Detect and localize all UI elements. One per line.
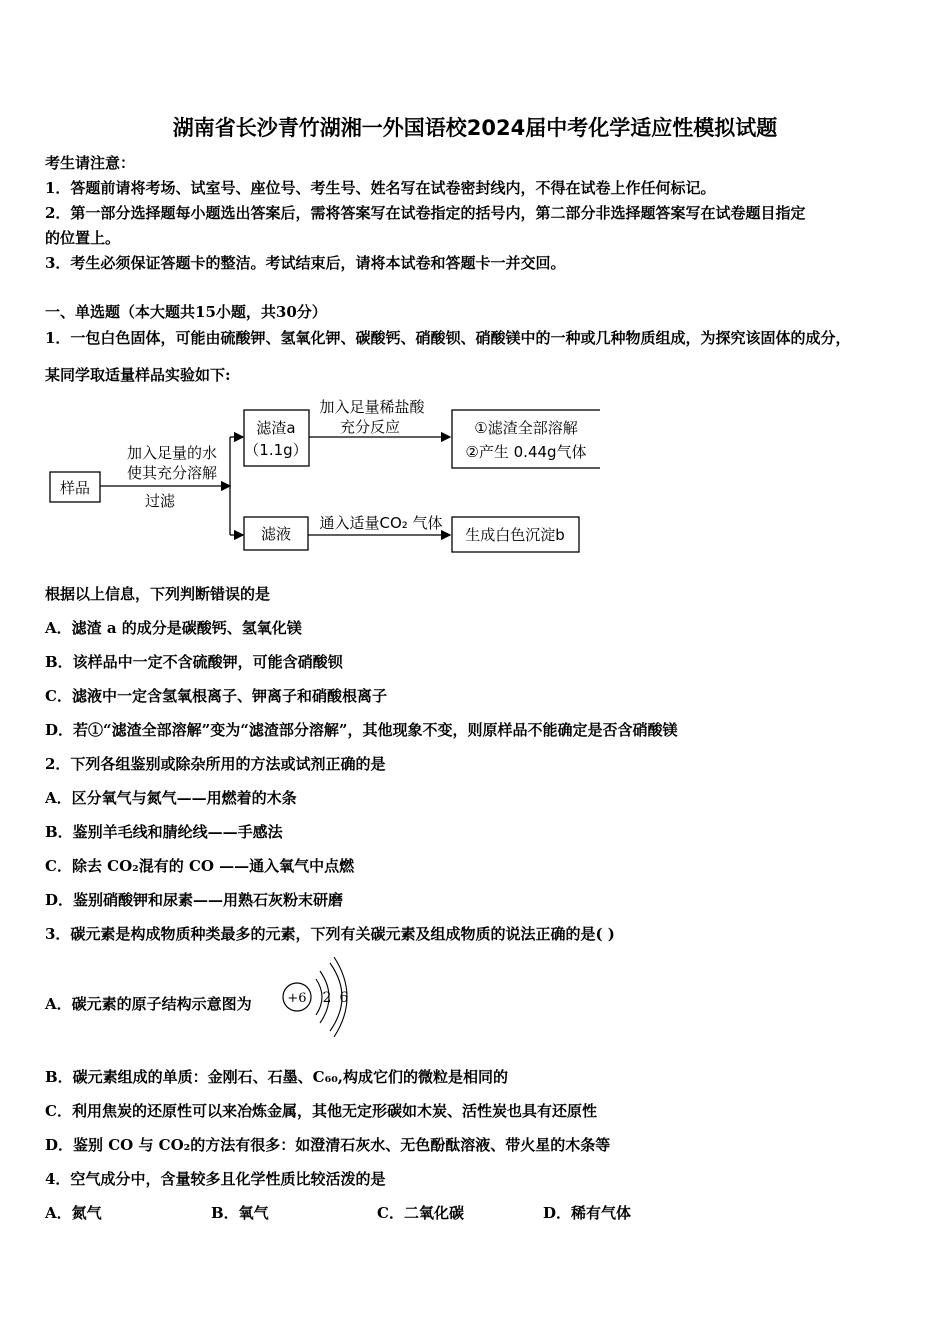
q1-stem-cont: 某同学取适量样品实验如下:	[45, 366, 231, 384]
q1-option-b: B．该样品中一定不含硫酸钾，可能含硝酸钡	[45, 653, 343, 671]
q1-stem: 1．一包白色固体，可能由硫酸钾、氢氧化钾、碳酸钙、硝酸钡、硝酸镁中的一种或几种物质组成，为探究该固体的成分，	[45, 329, 851, 347]
result2: ②产生 0.44g气体	[465, 443, 587, 461]
q2-option-d: D．鉴别硝酸钾和尿素——用熟石灰粉末研磨	[45, 891, 344, 909]
shell2-electrons: 6	[339, 990, 349, 1006]
notice-item: 1．答题前请将考场、试室号、座位号、考生号、姓名写在试卷密封线内，不得在试卷上作任何标记。	[45, 179, 716, 197]
notice-item: 3．考生必须保证答题卡的整洁。考试结束后，请将本试卷和答题卡一并交回。	[45, 254, 566, 272]
q3-option-b: B．碳元素组成的单质：金刚石、石墨、C₆₀,构成它们的微粒是相同的	[45, 1068, 508, 1086]
q3-stem: 3．碳元素是构成物质种类最多的元素，下列有关碳元素及组成物质的说法正确的是( )	[45, 925, 615, 943]
carbon-atom-diagram	[280, 957, 360, 1037]
page-title: 湖南省长沙青竹湖湘一外国语校2024届中考化学适应性模拟试题	[172, 116, 778, 140]
q2-option-c: C．除去 CO₂混有的 CO ——通入氧气中点燃	[45, 857, 355, 875]
filtrate-label: 滤液	[260, 525, 292, 543]
acid-line2: 充分反应	[339, 418, 401, 436]
q4-option-c: C．二氧化碳	[377, 1204, 464, 1222]
precipitate-label: 生成白色沉淀b	[465, 526, 565, 544]
q1-option-d: D．若①“滤渣全部溶解”变为“滤渣部分溶解”，其他现象不变，则原样品不能确定是否含硝酸镁	[45, 721, 678, 739]
notice-header: 考生请注意：	[45, 154, 136, 172]
step1-line2: 使其充分溶解	[126, 464, 218, 482]
acid-line1: 加入足量稀盐酸	[319, 398, 425, 416]
q1-option-c: C．滤液中一定含氢氧根离子、钾离子和硝酸根离子	[45, 687, 387, 705]
sample-label: 样品	[59, 479, 91, 497]
section-heading: 一、单选题（本大题共15小题，共30分）	[45, 303, 327, 321]
q2-option-b: B．鉴别羊毛线和腈纶线——手感法	[45, 823, 283, 841]
q3-option-a: A．碳元素的原子结构示意图为	[45, 995, 252, 1013]
q1-question: 根据以上信息，下列判断错误的是	[45, 585, 271, 603]
result1: ①滤渣全部溶解	[474, 419, 578, 437]
q3-option-c: C．利用焦炭的还原性可以来冶炼金属，其他无定形碳如木炭、活性炭也具有还原性	[45, 1102, 597, 1120]
residue-label: 滤渣a	[256, 419, 296, 437]
notice-item: 2．第一部分选择题每小题选出答案后，需将答案写在试卷指定的括号内，第二部分非选择题答案写在试卷题目指定	[45, 204, 806, 222]
shell1-arc	[316, 979, 322, 1015]
nucleus-charge: +6	[287, 991, 307, 1006]
q2-option-a: A．区分氧气与氮气——用燃着的木条	[45, 789, 297, 807]
q2-stem: 2．下列各组鉴别或除杂所用的方法或试剂正确的是	[45, 755, 386, 773]
q4-stem: 4．空气成分中，含量较多且化学性质比较活泼的是	[45, 1170, 386, 1188]
q4-option-b: B．氧气	[211, 1204, 269, 1222]
q4-option-a: A．氮气	[45, 1204, 102, 1222]
q1-option-a: A．滤渣 a 的成分是碳酸钙、氢氧化镁	[45, 619, 302, 637]
co2-label: 通入适量CO₂ 气体	[319, 514, 443, 532]
q4-option-d: D．稀有气体	[543, 1204, 632, 1222]
residue-mass: （1.1g）	[244, 441, 308, 459]
q3-option-d: D．鉴别 CO 与 CO₂的方法有很多：如澄清石灰水、无色酚酞溶液、带火星的木条等	[45, 1136, 611, 1154]
step1-line1: 加入足量的水	[126, 444, 218, 462]
shell1-electrons: 2	[322, 990, 332, 1006]
step1-line3: 过滤	[144, 492, 176, 510]
notice-item: 的位置上。	[45, 229, 121, 247]
q1-flow-diagram	[40, 392, 600, 562]
